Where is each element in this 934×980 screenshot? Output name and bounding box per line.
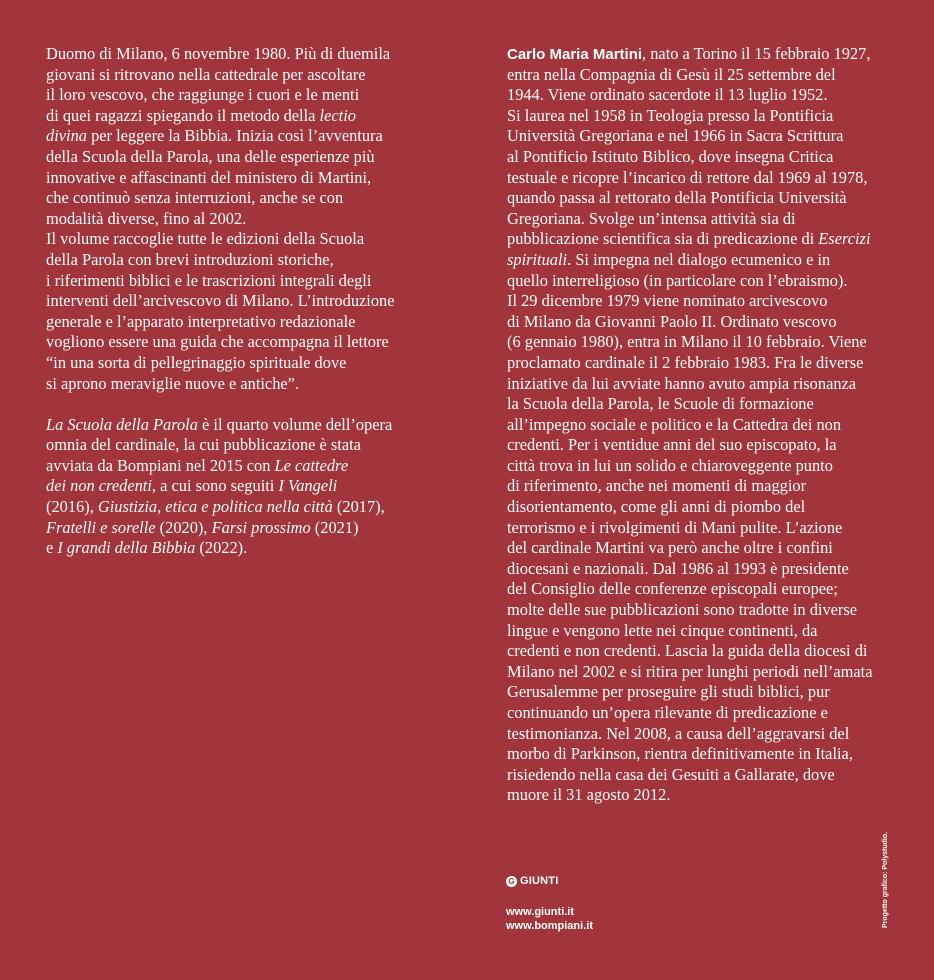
text-line	[507, 147, 887, 168]
text-line	[46, 168, 426, 189]
text-run: entra nella Compagnia di Gesù il 25 settembre del	[507, 64, 836, 84]
italic-title: Esercizi	[818, 229, 871, 249]
text-line	[507, 271, 887, 292]
text-run: proclamato cardinale il 2 febbraio 1983. Fra le diverse	[507, 352, 864, 372]
publisher-url-giunti[interactable]: www.giunti.it	[506, 906, 575, 918]
italic-title: I grandi della Bibbia	[57, 538, 196, 558]
text-run: di riferimento, anche nei momenti di maggior	[507, 476, 807, 496]
text-line	[46, 332, 426, 353]
giunti-logo-icon: G	[506, 876, 517, 887]
text-line	[507, 188, 887, 209]
text-run: Duomo di Milano, 6 novembre 1980. Più di duemila	[46, 44, 391, 63]
italic-title: Farsi prossimo	[211, 517, 311, 537]
text-run: modalità diverse, fino al 2002.	[46, 208, 247, 228]
text-line	[46, 497, 426, 518]
text-run: del cardinale Martini va però anche oltre i confini	[507, 538, 833, 558]
right-column	[507, 44, 887, 806]
text-run: vogliono essere una guida che accompagna il lettore	[46, 332, 389, 352]
text-run: per leggere la Bibbia. Inizia così l’avventura	[86, 126, 383, 146]
text-line	[507, 250, 887, 271]
text-line	[507, 682, 887, 703]
text-line	[507, 456, 887, 477]
text-run: quando passa al rettorato della Pontificia Università	[507, 188, 847, 208]
italic-title: Giustizia, etica e politica nella città	[97, 497, 333, 517]
text-line	[507, 126, 887, 147]
text-run: all’impegno sociale e politico e la Cattedra dei non	[507, 414, 842, 434]
text-run: muore il 31 agosto 2012.	[507, 785, 671, 805]
text-line	[507, 168, 887, 189]
text-run: si aprono meraviglie nuove e antiche”.	[46, 373, 300, 393]
text-run: diocesani e nazionali. Dal 1986 al 1993 è presidente	[507, 558, 849, 578]
text-line	[507, 415, 887, 436]
text-line	[507, 703, 887, 724]
text-line	[507, 579, 887, 600]
text-line	[46, 85, 426, 106]
text-line	[507, 621, 887, 642]
text-line	[507, 312, 887, 333]
text-run: è il quarto volume dell’opera	[197, 414, 393, 434]
text-line	[507, 785, 887, 806]
text-run: avviata da Bompiani nel 2015 con	[46, 455, 275, 475]
text-line	[507, 641, 887, 662]
text-run: credenti. Per i ventidue anni del suo episcopato, la	[507, 435, 837, 455]
text-run: , a cui sono seguiti	[151, 476, 279, 496]
text-run: morbo di Parkinson, rientra definitivamente in Italia,	[507, 744, 853, 764]
text-line	[507, 476, 887, 497]
text-run: (2021)	[310, 517, 359, 537]
text-line	[507, 538, 887, 559]
publisher-name: GIUNTI	[520, 875, 559, 887]
text-line	[46, 65, 426, 86]
text-line	[46, 209, 426, 230]
text-line	[507, 106, 887, 127]
italic-title: divina	[46, 126, 87, 146]
text-run: giovani si ritrovano nella cattedrale per ascoltare	[46, 64, 366, 84]
left-paragraph-2	[46, 415, 426, 559]
text-run: “in una sorta di pellegrinaggio spirituale dove	[46, 352, 347, 372]
right-paragraph-1	[507, 44, 887, 806]
text-line	[46, 456, 426, 477]
text-run: la Scuola della Parola, le Scuole di formazione	[507, 394, 814, 414]
text-line	[507, 559, 887, 580]
text-run: quello interreligioso (in particolare con l’ebraismo).	[507, 270, 848, 290]
text-line	[507, 744, 887, 765]
text-run: terrorismo e i rivolgimenti di Mani pulite. L’azione	[507, 517, 843, 537]
italic-title: I Vangeli	[278, 476, 338, 496]
text-run: città trova in lui un solido e chiaroveggente punto	[507, 455, 833, 475]
text-run: e	[46, 538, 58, 558]
text-line	[507, 353, 887, 374]
text-line	[46, 147, 426, 168]
text-line	[46, 44, 426, 65]
text-run: omnia del cardinale, la cui pubblicazione è stata	[46, 435, 361, 455]
text-line	[46, 291, 426, 312]
text-run: il loro vescovo, che raggiunge i cuori e le menti	[46, 85, 360, 105]
text-line	[507, 85, 887, 106]
italic-title: lectio	[319, 105, 356, 125]
text-line	[46, 250, 426, 271]
design-credit: Progetto grafico: Polystudio.	[882, 831, 889, 928]
text-run: (2017),	[332, 497, 385, 517]
text-run: credenti e non credenti. Lascia la guida della diocesi di	[507, 641, 868, 661]
author-name: Carlo Maria Martini	[507, 46, 643, 63]
text-run: testuale e ricopre l’incarico di rettore dal 1969 al 1978,	[507, 167, 868, 187]
text-line	[46, 415, 426, 436]
text-line	[46, 312, 426, 333]
text-line	[46, 374, 426, 395]
text-run: (2022).	[195, 538, 248, 558]
text-run: pubblicazione scientifica sia di predicazione di	[507, 229, 819, 249]
text-run: di quei ragazzi spiegando il metodo della	[46, 105, 320, 125]
text-run: del Consiglio delle conferenze episcopali europee;	[507, 579, 838, 599]
text-run: (2016),	[46, 497, 98, 517]
text-run: (6 gennaio 1980), entra in Milano il 10 febbraio. Viene	[507, 332, 867, 352]
publisher-logo	[506, 874, 593, 888]
text-line	[46, 476, 426, 497]
text-run: continuando un’opera rilevante di predicazione e	[507, 703, 828, 722]
text-run: di Milano da Giovanni Paolo II. Ordinato vescovo	[507, 311, 837, 331]
text-line	[507, 497, 887, 518]
text-run: 1944. Viene ordinato sacerdote il 13 luglio 1952.	[507, 85, 828, 105]
text-line	[46, 188, 426, 209]
text-line	[46, 126, 426, 147]
text-line	[46, 271, 426, 292]
italic-title: La Scuola della Parola	[46, 414, 198, 434]
text-line	[507, 209, 887, 230]
text-run: disorientamento, come gli anni di piombo del	[507, 497, 806, 517]
text-line	[46, 106, 426, 127]
publisher-url-bompiani[interactable]: www.bompiani.it	[506, 920, 593, 932]
text-run: interventi dell’arcivescovo di Milano. L’introduzione	[46, 291, 395, 311]
text-run: Gregoriana. Svolge un’intensa attività sia di	[507, 208, 796, 228]
left-column	[46, 44, 426, 559]
text-run: che continuò senza interruzioni, anche se con	[46, 188, 344, 208]
text-run: Il 29 dicembre 1979 viene nominato arcivescovo	[507, 291, 828, 311]
text-run: Gerusalemme per proseguire gli studi biblici, pur	[507, 682, 830, 702]
text-line	[46, 353, 426, 374]
text-run: Il volume raccoglie tutte le edizioni della Scuola	[46, 229, 365, 249]
text-run: della Scuola della Parola, una delle esperienze più	[46, 146, 375, 166]
text-run: generale e l’apparato interpretativo redazionale	[46, 311, 356, 331]
italic-title: Fratelli e sorelle	[46, 517, 156, 537]
text-line	[507, 518, 887, 539]
text-run: i riferimenti biblici e le trascrizioni integrali degli	[46, 270, 372, 290]
text-line	[507, 724, 887, 745]
italic-title: dei non credenti	[46, 476, 152, 496]
text-run: Si laurea nel 1958 in Teologia presso la Pontificia	[507, 105, 834, 125]
text-line	[507, 65, 887, 86]
text-run: molte delle sue pubblicazioni sono tradotte in diverse	[507, 600, 858, 620]
text-line	[507, 662, 887, 683]
text-line	[507, 435, 887, 456]
text-run: della Parola con brevi introduzioni storiche,	[46, 249, 334, 269]
text-run: Università Gregoriana e nel 1966 in Sacra Scrittura	[507, 126, 844, 146]
text-run: al Pontificio Istituto Biblico, dove insegna Critica	[507, 146, 834, 166]
publisher-block	[506, 874, 593, 933]
text-line	[507, 394, 887, 415]
text-line	[507, 332, 887, 353]
text-run: . Si impegna nel dialogo ecumenico e in	[567, 249, 831, 269]
text-line	[507, 291, 887, 312]
left-paragraph-1	[46, 44, 426, 394]
paragraph-gap	[46, 394, 426, 415]
text-line	[507, 229, 887, 250]
text-run: testimonianza. Nel 2008, a causa dell’aggravarsi del	[507, 723, 850, 743]
text-line	[507, 374, 887, 395]
text-line	[46, 538, 426, 559]
italic-title: spirituali	[507, 249, 568, 269]
text-run: Milano nel 2002 e si ritira per lunghi periodi nell’amata	[507, 661, 873, 681]
text-line	[507, 600, 887, 621]
text-line	[507, 44, 887, 65]
text-run: , nato a Torino il 15 febbraio 1927,	[642, 44, 871, 63]
text-run: innovative e affascinanti del ministero di Martini,	[46, 167, 372, 187]
text-line	[46, 518, 426, 539]
text-line	[46, 435, 426, 456]
italic-title: Le cattedre	[274, 455, 349, 475]
text-run: risiedendo nella casa dei Gesuiti a Gallarate, dove	[507, 764, 835, 784]
text-line	[507, 765, 887, 786]
text-line	[46, 229, 426, 250]
text-run: (2020),	[155, 517, 212, 537]
text-run: iniziative da lui avviate hanno avuto ampia risonanza	[507, 373, 857, 393]
text-run: lingue e vengono lette nei cinque continenti, da	[507, 620, 818, 640]
